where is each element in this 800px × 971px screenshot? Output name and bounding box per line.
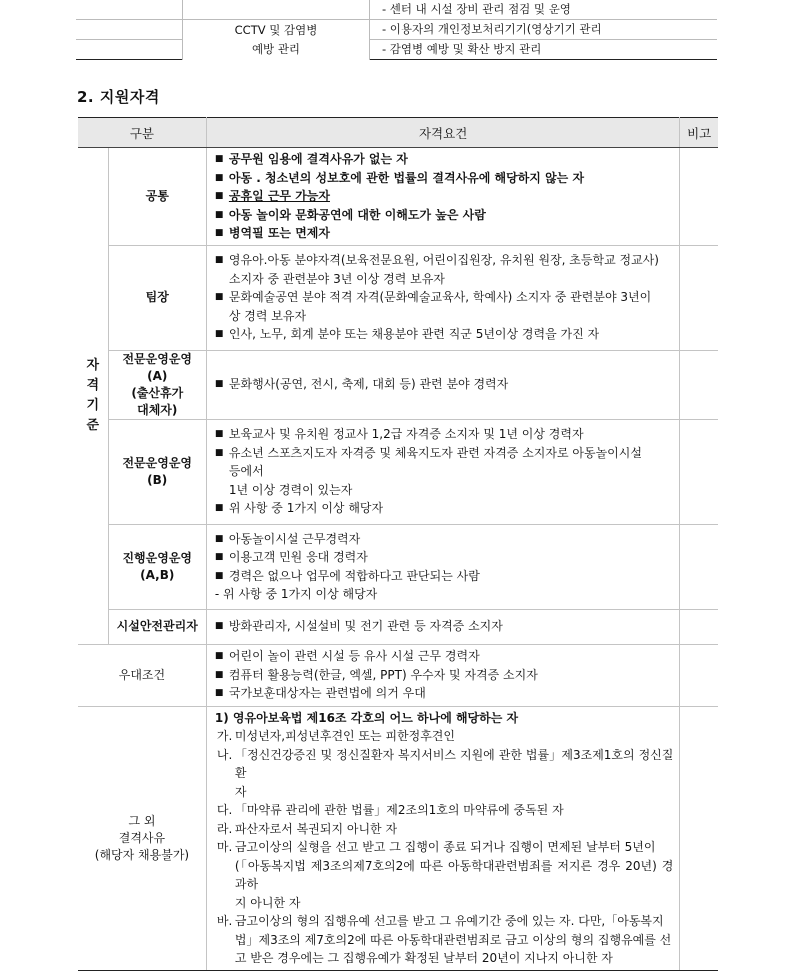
- square-bullet-icon: ■: [214, 292, 224, 303]
- list-item: ■ 영유아.아동 분야자격(보육전문요원, 어린이집원장, 유치원 원장, 초등학교 정교사) 소지자 중 관련분야 3년 이상 경력 보유자: [214, 253, 659, 286]
- row-label-ops-a: 전문운영운영 (A) (출산휴가 대체자): [108, 350, 206, 419]
- list-item: 바. 금고이상의 형의 집행유예 선고를 받고 그 유예기간 중에 있는 자. 다만,「아동복지 법」제3조의 제7호의2에 따른 아동학대관련범죄로 금고 이상의 형의 집행유예를 선 고 받은 경우에는 그 집행유예가 확정된 날부터 20년이 지나지 아니한 자: [216, 914, 672, 965]
- requirements-facility: [206, 609, 679, 644]
- list-item: ■ 병역필 또는 면제자: [215, 224, 673, 243]
- table-row: [78, 245, 718, 350]
- duty-category-line: CCTV 및 감염병: [234, 22, 318, 37]
- note-cell: [680, 524, 718, 609]
- qualification-table: [78, 117, 718, 971]
- square-bullet-icon: ■: [214, 669, 224, 680]
- square-bullet-icon: ■: [214, 379, 224, 390]
- list-item: ■ 아동놀이시설 근무경력자: [215, 530, 673, 549]
- square-bullet-icon: ■: [214, 621, 224, 632]
- square-bullet-icon: ■: [214, 688, 224, 699]
- square-bullet-icon: ■: [214, 447, 224, 458]
- list-item: 마. 금고이상의 실형을 선고 받고 그 집행이 종료 되거나 집행이 면제된 날부터 5년이 (「아동복지법 제3조의제7호의2에 따른 아동학대관련범죄를 저지른 경우 20년) 경과하 지 아니한 자: [216, 840, 674, 910]
- list-item: ■ 인사, 노무, 회계 분야 또는 채용분야 관련 직군 5년이상 경력을 가진 자: [215, 325, 673, 344]
- square-bullet-icon: ■: [214, 329, 224, 340]
- note-cell: [680, 245, 718, 350]
- note-cell: [680, 350, 718, 419]
- list-item: ■ 문화예술공연 분야 적격 자격(문화예술교육사, 학예사) 소지자 중 관련분야 3년이 상 경력 보유자: [214, 290, 652, 323]
- duty-category: [183, 20, 370, 60]
- requirements-other: [206, 706, 679, 970]
- row-label-director: 팀장: [108, 245, 206, 350]
- list-item: ■ 공무원 임용에 결격사유가 없는 자: [215, 150, 673, 169]
- list-item: 다. 「마약류 관리에 관한 법률」제2조의1호의 마약류에 중독된 자: [216, 803, 564, 817]
- square-bullet-icon: ■: [214, 228, 224, 238]
- list-item: ■ 어린이 놀이 관련 시설 등 유사 시설 근무 경력자: [215, 647, 673, 666]
- list-item: ■ 아동 놀이와 문화공연에 대한 이해도가 높은 사람: [215, 206, 673, 225]
- list-item: ■ 유소년 스포츠지도자 자격증 및 체육지도자 관련 자격증 소지자로 아동놀이시설 등에서 1년 이상 경력이 있는자: [214, 445, 642, 497]
- table-row: [78, 524, 718, 609]
- header-category: 구분: [78, 118, 206, 148]
- header-note: 비고: [680, 118, 718, 148]
- duty-item: - 이용자의 개인정보처리기기(영상기기 관리: [370, 20, 718, 40]
- disqualification-title: 1) 영유아보육법 제16조 각호의 어느 하나에 해당하는 자: [214, 710, 519, 725]
- row-label-progress-ops: 진행운영운영 (A,B): [108, 524, 206, 609]
- table-row: [76, 20, 717, 40]
- requirements-ops-a: [206, 350, 679, 419]
- list-item: ■ 보육교사 및 유치원 정교사 1,2급 자격증 소지자 및 1년 이상 경력자: [215, 425, 673, 444]
- previous-duties-table: [76, 0, 717, 60]
- square-bullet-icon: ■: [214, 570, 224, 581]
- note-cell: [680, 706, 718, 970]
- requirements-progress-ops: [206, 524, 679, 609]
- table-row: [78, 644, 718, 706]
- list-item: ■ 국가보훈대상자는 관련법에 의거 우대: [215, 684, 673, 703]
- list-item: ■ 컴퓨터 활용능력(한글, 엑셀, PPT) 우수자 및 자격증 소지자: [215, 666, 673, 685]
- list-item: ■ 경력은 없으나 업무에 적합하다고 판단되는 사람: [215, 567, 673, 586]
- list-item: ■ 방화관리자, 시설설비 및 전기 관련 등 자격증 소지자: [215, 617, 673, 636]
- duty-item: - 감염병 예방 및 확산 방지 관리: [370, 40, 718, 60]
- square-bullet-icon: ■: [214, 209, 224, 220]
- square-bullet-icon: ■: [214, 429, 224, 440]
- duty-item: - 센터 내 시설 장비 관리 점검 및 운영: [382, 2, 571, 16]
- requirements-preferred: [206, 644, 679, 706]
- list-item: 가. 미성년자,피성년후견인 또는 피한정후견인: [216, 729, 455, 743]
- square-bullet-icon: ■: [214, 651, 224, 662]
- row-label-other: 그 외 결격사유 (해당자 채용불가): [78, 706, 206, 970]
- list-item: 라. 파산자로서 복권되지 아니한 자: [216, 821, 398, 836]
- row-label-facility: 시설안전관리자: [108, 609, 206, 644]
- table-row: [78, 419, 718, 524]
- list-item: ■ 문화행사(공연, 전시, 축제, 대회 등) 관련 분야 경력자: [215, 375, 673, 394]
- square-bullet-icon: ■: [214, 154, 224, 164]
- square-bullet-icon: ■: [214, 191, 224, 201]
- section-title: 2. 지원자격: [77, 88, 160, 106]
- row-label-common: 공통: [108, 148, 206, 246]
- table-header-row: [78, 118, 718, 148]
- list-item: ■ 공휴일 근무 가능자: [215, 187, 673, 206]
- duty-category-line: 예방 관리: [251, 41, 301, 56]
- header-requirements: 자격요건: [206, 118, 679, 148]
- requirements-common: [206, 148, 679, 246]
- note-cell: [680, 419, 718, 524]
- requirements-director: [206, 245, 679, 350]
- square-bullet-icon: ■: [214, 172, 224, 183]
- duty-category: [183, 0, 370, 20]
- note-cell: [680, 609, 718, 644]
- square-bullet-icon: ■: [214, 533, 224, 544]
- square-bullet-icon: ■: [214, 255, 224, 266]
- list-item: - 위 사항 중 1가지 이상 해당자: [214, 587, 378, 601]
- list-item: 나. 「정신건강증진 및 정신질환자 복지서비스 지원에 관한 법률」제3조제1호의 정신질환 자: [216, 747, 674, 799]
- list-item: ■ 위 사항 중 1가지 이상 해당자: [215, 499, 673, 518]
- list-item: ■ 아동 . 청소년의 성보호에 관한 법률의 결격사유에 해당하지 않는 자: [215, 169, 673, 188]
- table-row: [78, 148, 718, 246]
- square-bullet-icon: ■: [214, 552, 224, 562]
- row-label-preferred: 우대조건: [78, 644, 206, 706]
- requirements-ops-b: [206, 419, 679, 524]
- table-row: [78, 706, 718, 970]
- table-row: [78, 350, 718, 419]
- table-row: [78, 609, 718, 644]
- square-bullet-icon: ■: [214, 503, 224, 514]
- note-cell: [680, 148, 718, 246]
- table-row: [76, 40, 717, 60]
- list-item: ■ 이용고객 민원 응대 경력자: [215, 548, 673, 567]
- qualification-criteria-label: 자 격 기 준: [78, 148, 108, 645]
- note-cell: [680, 644, 718, 706]
- row-label-ops-b: 전문운영운영 (B): [108, 419, 206, 524]
- table-row: [76, 0, 717, 20]
